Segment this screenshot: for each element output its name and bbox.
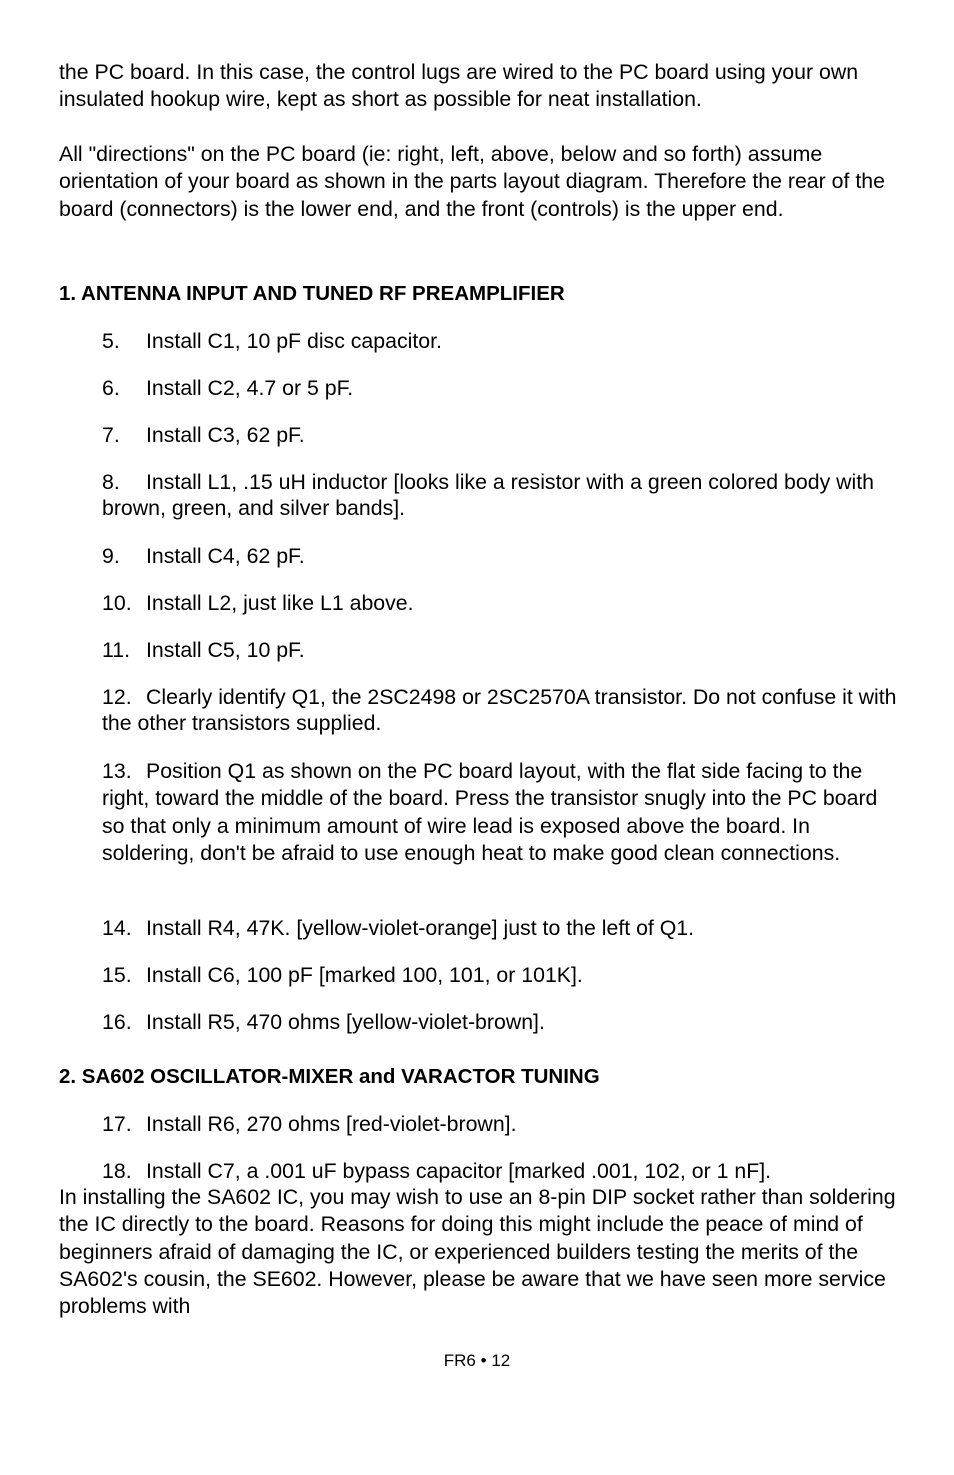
- step-number: 9.: [102, 544, 120, 568]
- step-number: 8.: [102, 470, 120, 494]
- step-17: [102, 1111, 902, 1137]
- step-16: [102, 1009, 902, 1035]
- step-8: [102, 469, 902, 521]
- step-text: Install C5, 10 pF.: [146, 638, 305, 662]
- step-number: 15.: [102, 963, 132, 987]
- step-text: Install L1, .15 uH inductor [looks like a resistor with a green colored body with brown, green, and silver bands].: [102, 470, 875, 520]
- section-heading-antenna-input: 1. ANTENNA INPUT AND TUNED RF PREAMPLIFIER: [59, 282, 565, 305]
- intro-paragraph-2: All "directions" on the PC board (ie: right, left, above, below and so forth) assume orientation of your board as shown in the parts layout diagram. Therefore the rear of the board (connectors) is the lower end, and the front (controls) is the upper end.: [59, 142, 885, 221]
- closing-paragraph: In installing the SA602 IC, you may wish to use an 8-pin DIP socket rather than soldering the IC directly to the board. Reasons for doing this might include the peace of mind of beginners afraid of damaging the IC, or experienced builders testing the merits of the SA602's cousin, the SE602. However, please be aware that we have seen more service problems with: [59, 1185, 896, 1319]
- page-footer: [0, 1350, 954, 1372]
- step-text: Install R5, 470 ohms [yellow-violet-brown].: [146, 1010, 545, 1034]
- step-6: [102, 375, 902, 401]
- step-number: 5.: [102, 329, 120, 353]
- step-7: [102, 422, 902, 448]
- step-text: Install C1, 10 pF disc capacitor.: [146, 329, 442, 353]
- step-number: 18.: [102, 1159, 132, 1183]
- step-15: [102, 962, 902, 988]
- step-text: Install R6, 270 ohms [red-violet-brown].: [146, 1112, 517, 1136]
- footer-doc-code: FR6: [443, 1351, 476, 1370]
- step-text: Install C4, 62 pF.: [146, 544, 305, 568]
- step-text: Install C3, 62 pF.: [146, 423, 305, 447]
- step-text: Install C2, 4.7 or 5 pF.: [146, 376, 354, 400]
- footer-page-number: 12: [491, 1351, 511, 1370]
- step-14: [102, 915, 902, 941]
- step-text: Position Q1 as shown on the PC board layout, with the flat side facing to the right, toward the middle of the board. Press the transistor snugly into the PC board so that only a minimum amount of wire lead is exposed above the board. In soldering, don't be afraid to use enough heat to make good clean connections.: [102, 759, 878, 865]
- step-text: Install C6, 100 pF [marked 100, 101, or 101K].: [146, 963, 583, 987]
- step-number: 6.: [102, 376, 120, 400]
- footer-separator: •: [480, 1351, 487, 1370]
- step-12: [102, 684, 902, 736]
- step-text: Install L2, just like L1 above.: [146, 591, 414, 615]
- step-9: [102, 543, 902, 569]
- step-text: Install R4, 47K. [yellow-violet-orange] just to the left of Q1.: [146, 916, 695, 940]
- step-number: 14.: [102, 916, 132, 940]
- step-number: 7.: [102, 423, 120, 447]
- step-number: 11.: [102, 638, 131, 662]
- step-13: [102, 758, 902, 867]
- step-text: Install C7, a .001 uF bypass capacitor [marked .001, 102, or 1 nF].: [146, 1159, 772, 1183]
- step-number: 12.: [102, 685, 132, 709]
- step-number: 10.: [102, 591, 132, 615]
- step-number: 13.: [102, 759, 132, 783]
- section-heading-oscillator-mixer: 2. SA602 OSCILLATOR-MIXER and VARACTOR TUNING: [59, 1065, 600, 1088]
- step-18: [102, 1158, 902, 1184]
- intro-paragraph-1: the PC board. In this case, the control lugs are wired to the PC board using your own insulated hookup wire, kept as short as possible for neat installation.: [59, 60, 859, 112]
- step-10: [102, 590, 902, 616]
- step-5: [102, 328, 902, 354]
- step-11: [102, 637, 902, 663]
- step-number: 16.: [102, 1010, 132, 1034]
- step-text: Clearly identify Q1, the 2SC2498 or 2SC2570A transistor. Do not confuse it with the other transistors supplied.: [102, 685, 897, 735]
- step-number: 17.: [102, 1112, 132, 1136]
